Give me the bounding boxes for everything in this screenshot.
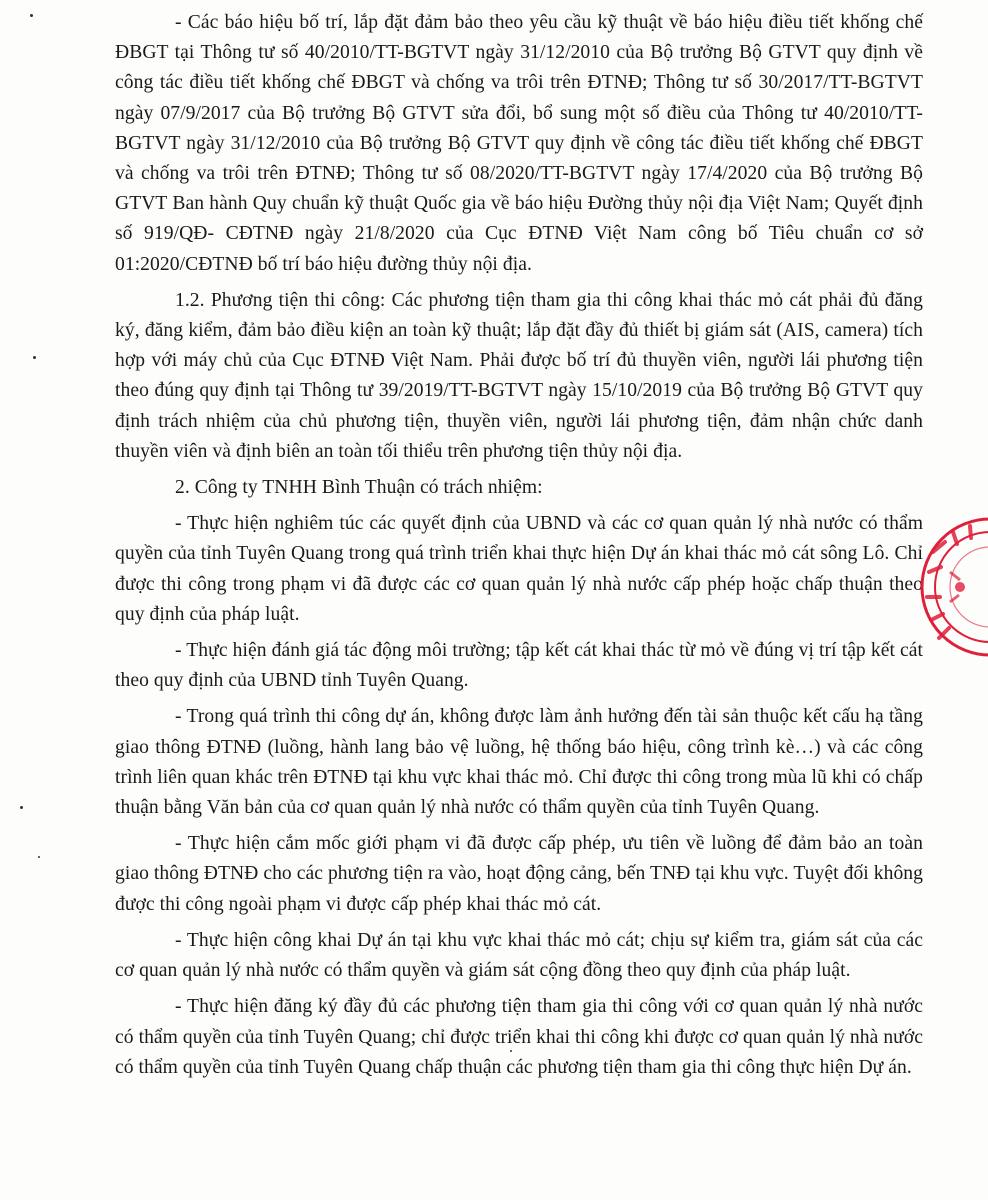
scan-speck [510,1050,512,1052]
paragraph-boundary-markers: - Thực hiện cắm mốc giới phạm vi đã được cấp phép, ưu tiên về luồng để đảm bảo an toàn giao thông ĐTNĐ cho các phương tiện ra vào, hoạt động cảng, bến TNĐ tại khu vực. Tuyệt đối không được thi công ngoài phạm vi được cấp phép khai thác mỏ cát. [115,833,923,915]
paragraph-infrastructure-protection: - Trong quá trình thi công dự án, không được làm ảnh hưởng đến tài sản thuộc kết cấu hạ tầng giao thông ĐTNĐ (luồng, hành lang bảo vệ luồng, hệ thống báo hiệu, công trình kè…) và các công trình liên quan khác trên ĐTNĐ tại khu vực khai thác mỏ. Chỉ được thi công trong mùa lũ khi có chấp thuận bằng Văn bản của cơ quan quản lý nhà nước có thẩm quyền của tỉnh Tuyên Quang. [115,706,923,819]
paragraph-environmental-assessment: - Thực hiện đánh giá tác động môi trường; tập kết cát khai thác từ mỏ về đúng vị trí tập kết cát theo quy định của UBND tỉnh Tuyên Quang. [115,640,923,692]
paragraph-construction-vessels: 1.2. Phương tiện thi công: Các phương tiện tham gia thi công khai thác mỏ cát phải đủ đăng ký, đăng kiểm, đảm bảo điều kiện an toàn kỹ thuật; lắp đặt đầy đủ thiết bị giám sát (AIS, camera) tích hợp với máy chủ của Cục ĐTNĐ Việt Nam. Phải được bố trí đủ thuyền viên, người lái phương tiện theo đúng quy định tại Thông tư 39/2019/TT-BGTVT ngày 15/10/2019 của Bộ trưởng Bộ GTVT quy định trách nhiệm của chủ phương tiện, thuyền viên, người lái phương tiện, đảm nhận chức danh thuyền viên và định biên an toàn tối thiểu trên phương tiện thủy nội địa. [115,289,923,462]
paragraph-signage-regulations: - Các báo hiệu bố trí, lắp đặt đảm bảo theo yêu cầu kỹ thuật về báo hiệu điều tiết khống chế ĐBGT tại Thông tư số 40/2010/TT-BGTVT ngày 31/12/2010 của Bộ trưởng Bộ GTVT quy định về công tác điều tiết khống chế ĐBGT và chống va trôi trên ĐTNĐ; Thông tư số 30/2017/TT-BGTVT ngày 07/9/2017 của Bộ trưởng Bộ GTVT sửa đổi, bổ sung một số điều của Thông tư 40/2010/TT-BGTVT ngày 31/12/2010 của Bộ trưởng Bộ GTVT quy định về công tác điều tiết khống chế ĐBGT và chống va trôi trên ĐTNĐ; Thông tư số 08/2020/TT-BGTVT ngày 17/4/2020 của Bộ trưởng Bộ GTVT Ban hành Quy chuẩn kỹ thuật Quốc gia về báo hiệu Đường thủy nội địa Việt Nam; Quyết định số 919/QĐ- CĐTNĐ ngày 21/8/2020 của Cục ĐTNĐ Việt Nam công bố Tiêu chuẩn cơ sở 01:2020/CĐTNĐ bố trí báo hiệu đường thủy nội địa. [115,12,923,275]
paragraph-vessel-registration: - Thực hiện đăng ký đầy đủ các phương tiện tham gia thi công với cơ quan quản lý nhà nước có thẩm quyền của tỉnh Tuyên Quang; chỉ được triển khai thi công khi được cơ quan quản lý nhà nước có thẩm quyền của tỉnh Tuyên Quang chấp thuận các phương tiện tham gia thi công thực hiện Dự án. [115,996,923,1078]
scan-speck [38,856,40,858]
red-seal-stamp [915,512,988,662]
paragraph-comply-decisions: - Thực hiện nghiêm túc các quyết định của UBND và các cơ quan quản lý nhà nước có thẩm quyền của tỉnh Tuyên Quang trong quá trình triển khai thực hiện Dự án khai thác mỏ cát sông Lô. Chỉ được thi công trong phạm vi đã được các cơ quan quản lý nhà nước cấp phép hoặc chấp thuận theo quy định của pháp luật. [115,513,923,625]
scan-speck [20,806,23,809]
paragraph-company-responsibilities-heading: 2. Công ty TNHH Bình Thuận có trách nhiệm: [175,477,543,499]
scan-speck [33,356,36,359]
document-body [115,8,923,1089]
scan-speck [30,14,33,17]
paragraph-public-disclosure: - Thực hiện công khai Dự án tại khu vực khai thác mỏ cát; chịu sự kiểm tra, giám sát của các cơ quan quản lý nhà nước có thẩm quyền và giám sát cộng đồng theo quy định của pháp luật. [115,929,923,982]
